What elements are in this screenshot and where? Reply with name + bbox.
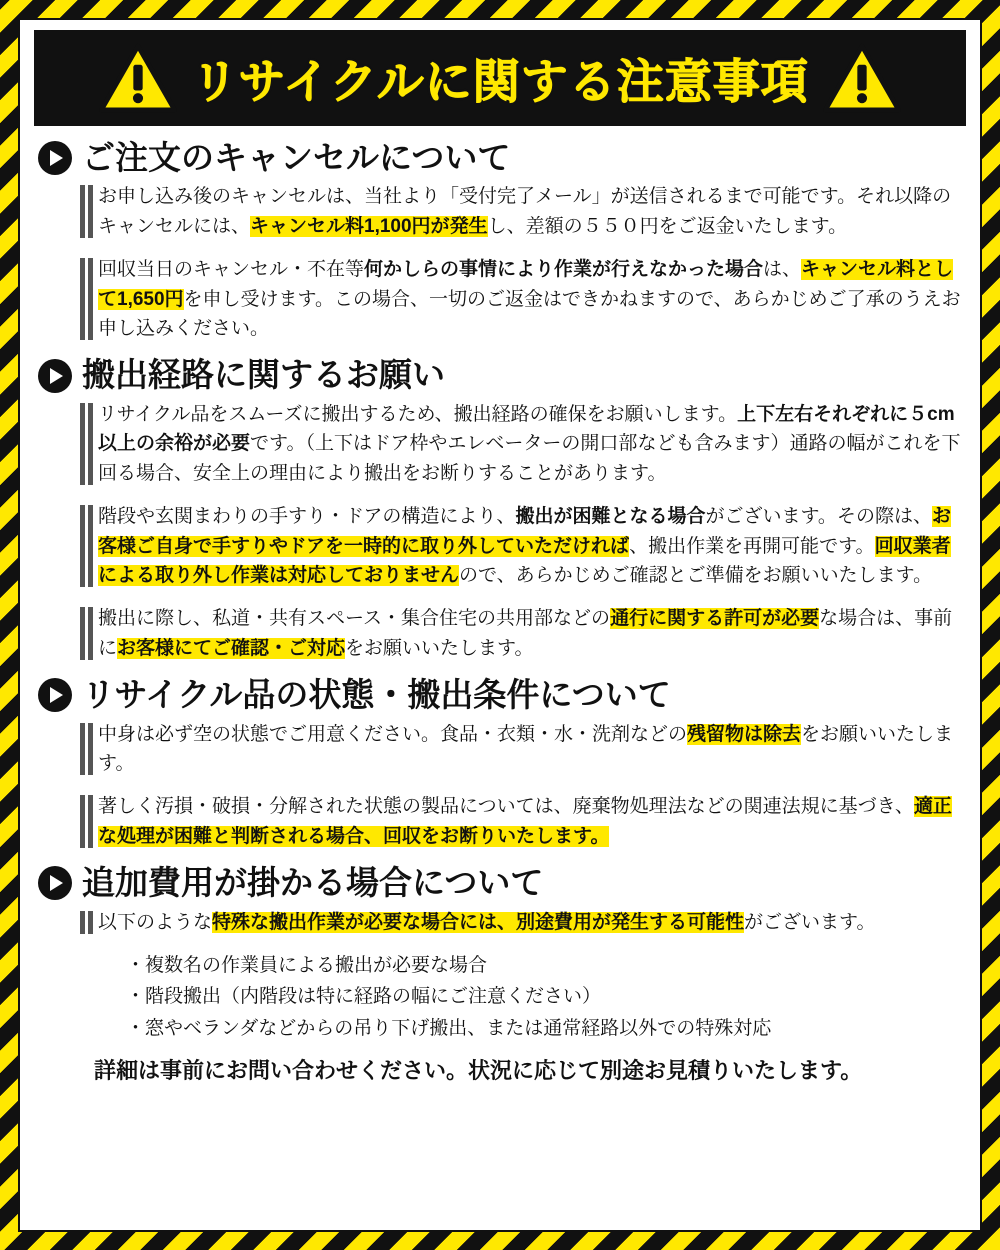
page-title: リサイクルに関する注意事項 bbox=[191, 54, 809, 108]
section-heading bbox=[38, 357, 966, 393]
body-text: 、搬出作業を bbox=[629, 535, 744, 557]
body-text: 基づき、 bbox=[838, 796, 914, 818]
body-text: 回収当日のキャンセル・不在等 bbox=[98, 259, 365, 281]
list-item: ・複数名の作業員による搬出が必要な場合 bbox=[126, 955, 488, 977]
title-banner bbox=[34, 30, 966, 126]
body-text: 著しく汚損・破損・分解された状態の製品については、廃棄物処理法などの関連法規に bbox=[98, 796, 839, 818]
play-triangle-icon bbox=[38, 678, 72, 712]
notice-section bbox=[34, 865, 966, 1085]
section-title: 追加費用が掛かる場合について bbox=[82, 864, 544, 902]
highlighted-text: 残留物は除去 bbox=[687, 723, 802, 745]
notice-paragraph bbox=[80, 604, 966, 663]
highlighted-text: キャンセル料1,100円が発生 bbox=[250, 215, 488, 237]
section-title: リサイクル品の状態・搬出条件について bbox=[82, 676, 671, 714]
highlighted-text: キャンセル料として1,650円 bbox=[98, 259, 954, 310]
body-text: その際は、 bbox=[836, 506, 932, 528]
bullet-list bbox=[126, 951, 966, 1044]
notice-paragraph bbox=[80, 182, 966, 241]
sections-container bbox=[34, 140, 966, 1085]
section-heading bbox=[38, 865, 966, 901]
body-text: は、 bbox=[763, 259, 802, 281]
body-text: ので、あらかじめ bbox=[459, 564, 611, 586]
play-triangle-icon bbox=[38, 359, 72, 393]
warning-triangle-icon bbox=[823, 43, 901, 113]
highlighted-text: 適正な処理が困難と判断される場合、回収をお断りいたします。 bbox=[98, 796, 952, 847]
body-text: 場合は、事前に bbox=[98, 608, 953, 659]
body-text: をお願い bbox=[801, 723, 878, 745]
notice-section bbox=[34, 140, 966, 343]
play-triangle-icon bbox=[38, 141, 72, 175]
body-text: がございます。 bbox=[744, 911, 876, 933]
list-item: ・窓やベランダなどからの吊り下げ搬出、または通常経路以外での特殊対応 bbox=[126, 1017, 772, 1039]
body-text: をお願いいたします。 bbox=[345, 637, 534, 659]
notice-section bbox=[34, 677, 966, 851]
notice-paragraph bbox=[80, 400, 966, 488]
notice-paragraph bbox=[80, 720, 966, 779]
body-text: それ以降のキャンセルには、 bbox=[98, 186, 952, 237]
section-title: 搬出経路に関するお願い bbox=[82, 356, 445, 394]
body-text: がございます。 bbox=[705, 506, 837, 528]
notice-paragraph bbox=[80, 502, 966, 590]
body-text: を申し受けます。この場合、一切のご返金はできかねます bbox=[183, 288, 677, 310]
notice-paragraph bbox=[80, 792, 966, 851]
highlighted-text: 特殊な搬出作業が必要な場合には、別途費用が発生する可能性 bbox=[212, 911, 745, 933]
highlighted-text: 回収業者による取り外し作業は対応しておりません bbox=[98, 535, 951, 586]
notice-document bbox=[18, 18, 982, 1232]
highlighted-text: 通行に関する許可が必要 bbox=[610, 608, 820, 630]
body-text: 階段や玄関まわりの手すり・ドアの構造により、 bbox=[98, 506, 516, 528]
body-text: なども含みます）通路の幅がこれを下回る場合、安全上の理由により搬出をお断りすることがあります。 bbox=[98, 433, 961, 484]
notice-paragraph bbox=[80, 908, 966, 937]
body-text: 中身は必ず空の状態でご用意ください。食品・衣類・水・洗剤などの bbox=[98, 723, 688, 745]
section-heading bbox=[38, 140, 966, 176]
body-text: な bbox=[819, 608, 839, 630]
notice-section bbox=[34, 357, 966, 663]
emphasized-text: 何かしらの事情により作業が行えなかった場合 bbox=[364, 259, 764, 281]
body-text: し、差額の５５０円をご返金 bbox=[487, 215, 735, 237]
emphasized-text: 上下左右それぞれに５cm以上の余裕が必要 bbox=[98, 403, 955, 455]
body-text: 以下のような bbox=[98, 911, 213, 933]
warning-triangle-icon bbox=[99, 43, 177, 113]
body-text: いたします。 bbox=[734, 215, 848, 237]
body-text: いたします。 bbox=[98, 723, 954, 775]
body-text: ので、あらかじめご了承のうえお申し込みください。 bbox=[98, 288, 961, 340]
body-text: です。（上下はドア枠やエレベーターの開口部 bbox=[250, 433, 638, 455]
section-title: ご注文のキャンセルについて bbox=[82, 139, 511, 176]
body-text: ご確認とご準備をお願いいたします。 bbox=[610, 564, 933, 586]
notice-paragraph bbox=[80, 255, 966, 343]
highlighted-text: お客様にてご確認・ご対応 bbox=[117, 637, 346, 659]
emphasized-text: 搬出が困難となる場合 bbox=[515, 506, 706, 528]
play-triangle-icon bbox=[38, 866, 72, 900]
body-text: お申し込み後のキャンセルは、当社より「受付完了メール」が送信されるまで可能です。 bbox=[98, 186, 857, 208]
body-text: 再開可能です。 bbox=[743, 535, 875, 557]
body-text: 搬出に際し、私道・共有スペース・集合住宅の共用部などの bbox=[98, 608, 611, 630]
closing-note: 詳細は事前にお問い合わせください。状況に応じて別途お見積りいたします。 bbox=[94, 1058, 863, 1084]
list-item: ・階段搬出（内階段は特に経路の幅にご注意ください） bbox=[126, 986, 602, 1008]
section-heading bbox=[38, 677, 966, 713]
highlighted-text: お客様ご自身で手すりやドアを一時的に取り外していただければ bbox=[98, 506, 951, 557]
body-text: リサイクル品をスムーズに搬出するため、搬出経路の確保をお願いします。 bbox=[98, 403, 738, 425]
